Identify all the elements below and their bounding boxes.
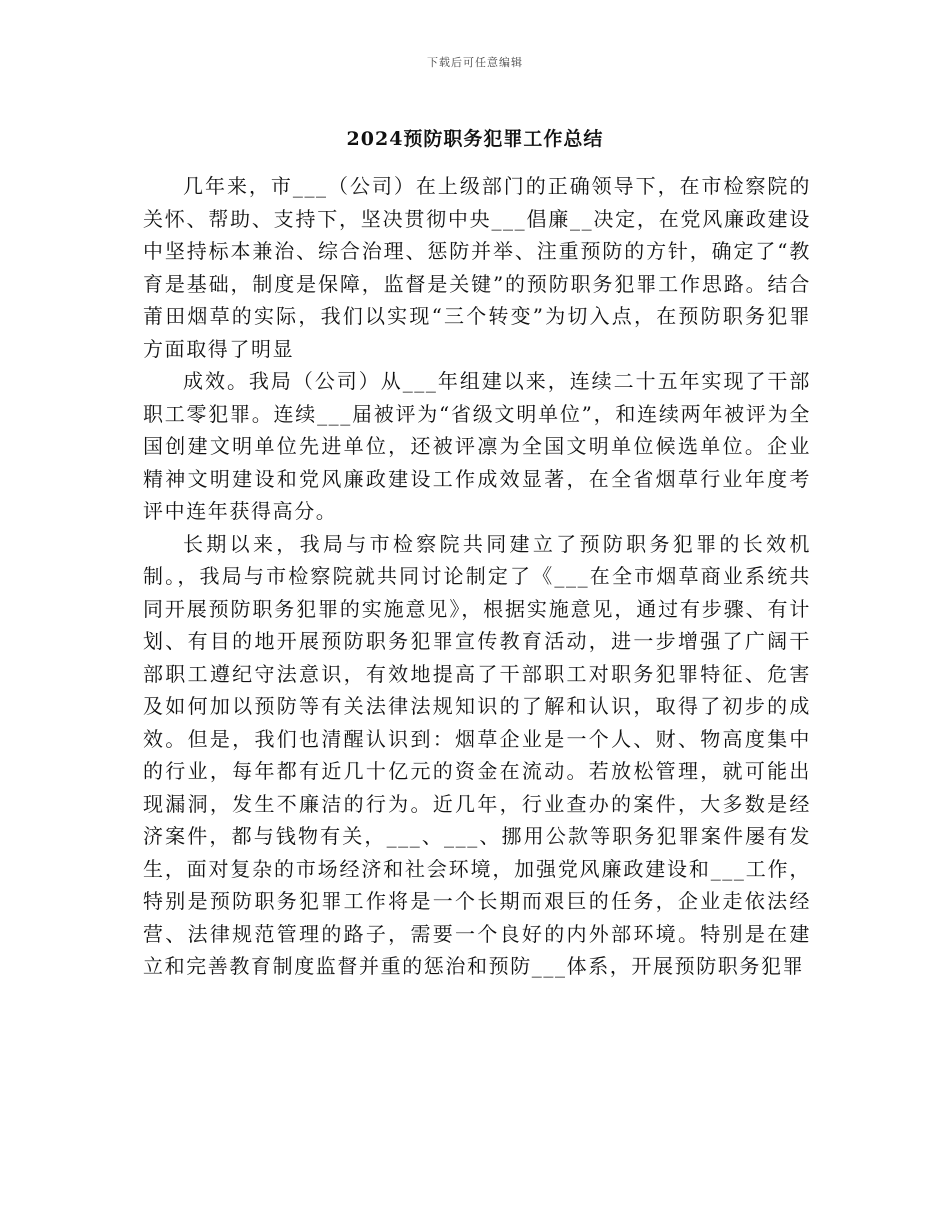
paragraph-1: 几年来，市___（公司）在上级部门的正确领导下，在市检察院的关怀、帮助、支持下，坚决贯彻中央___倡廉__决定，在党风廉政建设中坚持标本兼治、综合治理、惩防并举、注重预防的方针，确定了“教育是基础，制度是保障，监督是关键”的预防职务犯罪工作思路。结合莆田烟草的实际，我们以实现“三个转变”为切入点，在预防职务犯罪方面取得了明显 <box>143 174 811 361</box>
header-note: 下载后可任意编辑 <box>427 56 523 69</box>
document-body <box>143 170 811 983</box>
document-title: 2024预防职务犯罪工作总结 <box>346 128 604 150</box>
paragraph-2: 成效。我局（公司）从___年组建以来，连续二十五年实现了干部职工零犯罪。连续___届被评为“省级文明单位”，和连续两年被评为全国创建文明单位先进单位，还被评凛为全国文明单位候选单位。企业精神文明建设和党风廉政建设工作成效显著，在全省烟草行业年度考评中连年获得高分。 <box>143 369 811 523</box>
paragraph-3: 长期以来，我局与市检察院共同建立了预防职务犯罪的长效机制。，我局与市检察院就共同讨论制定了《___在全市烟草商业系统共同开展预防职务犯罪的实施意见》，根据实施意见，通过有步骤、有计划、有目的地开展预防职务犯罪宣传教育活动，进一步增强了广阔干部职工遵纪守法意识，有效地提高了干部职工对职务犯罪特征、危害及如何加以预防等有关法律法规知识的了解和认识，取得了初步的成效。但是，我们也清醒认识到：烟草企业是一个人、财、物高度集中的行业，每年都有近几十亿元的资金在流动。若放松管理，就可能出现漏洞，发生不廉洁的行为。近几年，行业查办的案件，大多数是经济案件，都与钱物有关，___、___、挪用公款等职务犯罪案件屡有发生，面对复杂的市场经济和社会环境，加强党风廉政建设和___工作，特别是预防职务犯罪工作将是一个长期而艰巨的任务，企业走依法经营、法律规范管理的路子，需要一个良好的内外部环境。特别是在建立和完善教育制度监督并重的惩治和预防___体系，开展预防职务犯罪 <box>143 531 811 978</box>
